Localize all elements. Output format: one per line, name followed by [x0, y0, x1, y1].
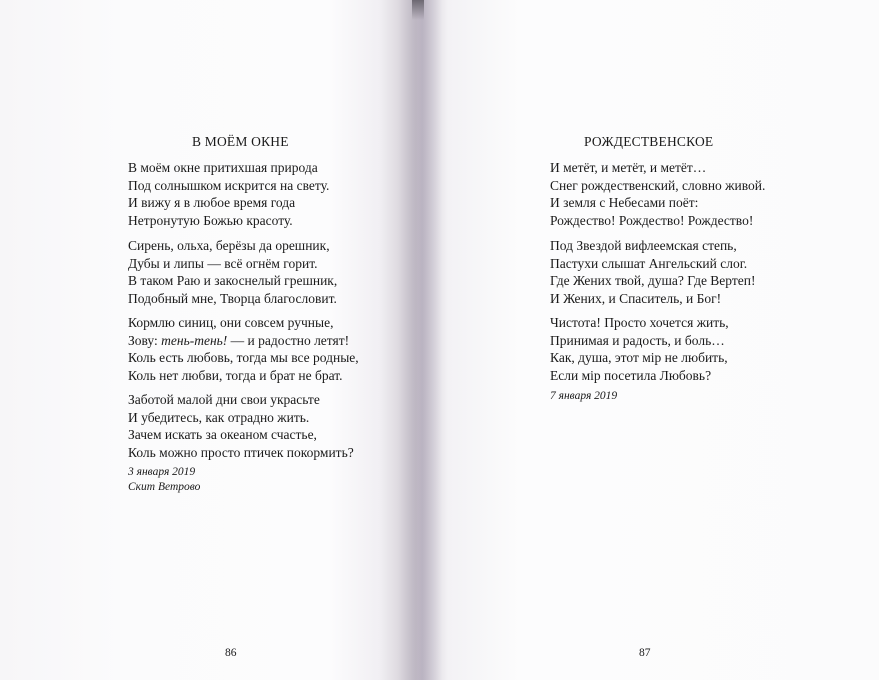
verse-fragment: — и радостно летят!	[227, 332, 350, 348]
verse-line: Снег рождественский, словно живой.	[550, 177, 766, 193]
verse-line: И земля с Небесами поёт:	[550, 195, 699, 211]
poem-date-right: 7 января 2019	[550, 390, 618, 402]
verse-line: Под солнышком искрится на свету.	[128, 177, 330, 193]
verse-line: Рождество! Рождество! Рождество!	[550, 212, 754, 228]
verse-line: В таком Раю и закоснелый грешник,	[128, 273, 338, 289]
verse-line: Коль можно просто птичек покормить?	[128, 444, 354, 460]
stanza-left-3	[128, 314, 359, 384]
verse-line: В моём окне притихшая природа	[128, 160, 318, 175]
verse-line: Подобный мне, Творца благословит.	[128, 290, 337, 306]
verse-line: Дубы и липы — всё огнём горит.	[128, 255, 318, 271]
verse-line: И убедитесь, как отрадно жить.	[128, 409, 310, 425]
verse-line: И Жених, и Спаситель, и Бог!	[550, 290, 722, 306]
verse-line: И вижу я в любое время года	[128, 195, 296, 211]
verse-line: Чистота! Просто хочется жить,	[550, 315, 729, 330]
verse-line: Коль есть любовь, тогда мы все родные,	[128, 350, 359, 366]
poem-place-left: Скит Ветрово	[128, 481, 201, 493]
verse-line: Пастухи слышат Ангельский слог.	[550, 255, 748, 271]
verse-line: Сирень, ольха, берёзы да орешник,	[128, 238, 330, 253]
verse-line: Зачем искать за океаном счастье,	[128, 427, 317, 443]
stanza-left-4	[128, 391, 354, 461]
verse-line: Коль нет любви, тогда и брат не брат.	[128, 367, 343, 383]
verse-line: Кормлю синиц, они совсем ручные,	[128, 315, 334, 330]
stanza-left-2	[128, 237, 337, 307]
left-page	[0, 0, 410, 680]
stanza-right-1	[550, 159, 765, 229]
verse-fragment: Зову:	[128, 332, 162, 348]
verse-line: Как, душа, этот мір не любить,	[550, 350, 728, 366]
verse-line: И метёт, и метёт, и метёт…	[550, 160, 707, 175]
stanza-left-1	[128, 159, 329, 229]
verse-fragment-italic: тень-тень!	[161, 332, 228, 348]
poem-date-left: 3 января 2019	[128, 466, 196, 478]
verse-line: Если мір посетила Любовь?	[550, 367, 712, 383]
poem-title-right: РОЖДЕСТВЕНСКОЕ	[584, 134, 714, 149]
verse-line: Принимая и радость, и боль…	[550, 332, 725, 348]
verse-line: Где Жених твой, душа? Где Вертеп!	[550, 273, 756, 289]
verse-line	[128, 332, 359, 350]
page-number-right: 87	[639, 647, 651, 659]
verse-line: Под Звездой вифлеемская степь,	[550, 238, 737, 253]
page-number-left: 86	[225, 647, 237, 659]
right-page	[430, 0, 879, 680]
poem-title-left: В МОЁМ ОКНЕ	[192, 134, 289, 149]
stanza-right-3	[550, 314, 729, 384]
verse-line: Нетронутую Божью красоту.	[128, 212, 293, 228]
stanza-right-2	[550, 237, 756, 307]
gutter-top-shadow	[412, 0, 424, 20]
verse-line: Заботой малой дни свои украсьте	[128, 392, 320, 407]
